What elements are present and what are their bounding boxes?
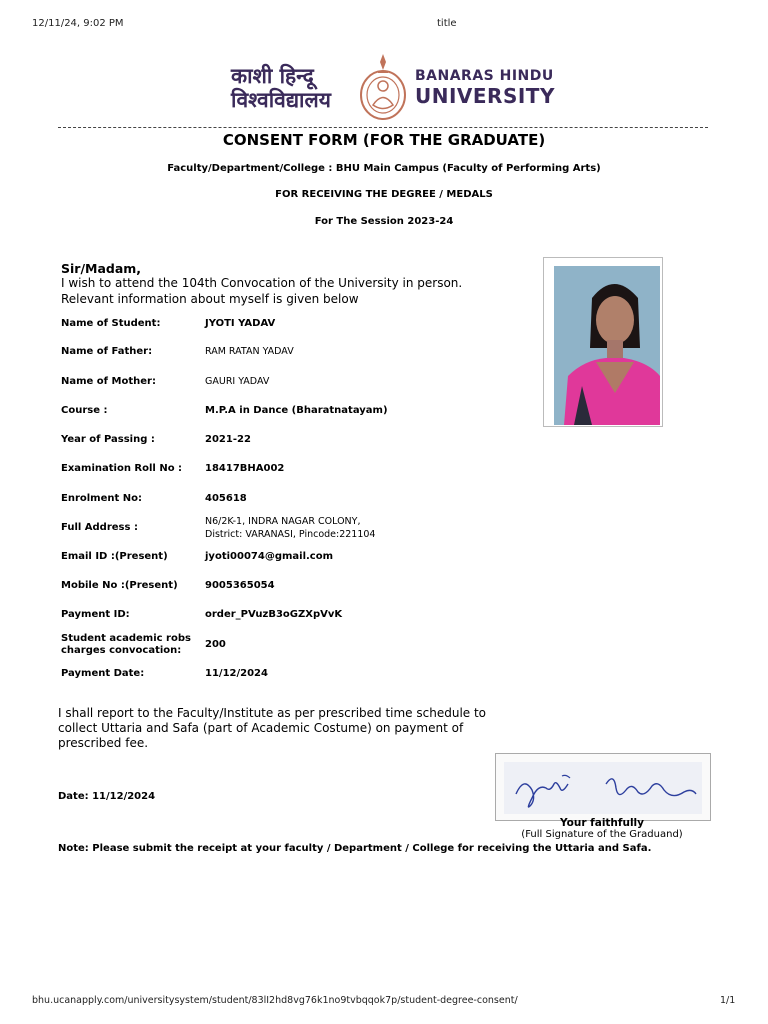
label-payment-id: Payment ID: xyxy=(61,609,130,620)
session-line: For The Session 2023-24 xyxy=(314,216,454,227)
university-emblem-icon xyxy=(358,50,408,122)
student-photo-icon xyxy=(544,258,662,426)
signature-caption: (Full Signature of the Graduand) xyxy=(521,829,683,840)
salutation: Sir/Madam, xyxy=(61,261,142,276)
purpose-line: FOR RECEIVING THE DEGREE / MEDALS xyxy=(275,189,493,200)
logo-english-line1: BANARAS HINDU xyxy=(415,68,554,84)
value-roll: 18417BHA002 xyxy=(205,463,285,474)
label-year: Year of Passing : xyxy=(61,434,155,445)
note: Note: Please submit the receipt at your faculty / Department / College for receiving the Uttaria and Safa. xyxy=(58,843,652,854)
label-address: Full Address : xyxy=(61,522,138,533)
value-course: M.P.A in Dance (Bharatnatayam) xyxy=(205,405,388,416)
label-robs-line1: Student academic robs xyxy=(61,633,191,644)
yours-faithfully: Your faithfully xyxy=(560,817,644,829)
signature-box xyxy=(495,753,711,821)
value-email: jyoti00074@gmail.com xyxy=(205,551,334,562)
label-payment-date: Payment Date: xyxy=(61,668,145,679)
signature-icon xyxy=(496,754,710,820)
footer-page-number: 1/1 xyxy=(720,995,736,1006)
value-payment-id: order_PVuzB3oGZXpVvK xyxy=(205,609,343,620)
university-logo xyxy=(231,64,331,112)
dashed-divider xyxy=(58,127,708,128)
label-enrolment: Enrolment No: xyxy=(61,493,143,504)
value-student-name: JYOTI YADAV xyxy=(205,318,276,329)
student-photo xyxy=(543,257,663,427)
print-datetime: 12/11/24, 9:02 PM xyxy=(32,18,124,29)
value-enrolment: 405618 xyxy=(205,493,247,504)
intro-line-2: Relevant information about myself is given below xyxy=(61,292,359,306)
label-course: Course : xyxy=(61,405,108,416)
logo-hindi-line1: काशी हिन्दू xyxy=(231,63,314,88)
faculty-line: Faculty/Department/College : BHU Main Campus (Faculty of Performing Arts) xyxy=(167,163,601,174)
label-roll: Examination Roll No : xyxy=(61,463,183,474)
logo-hindi-line2: विश्वविद्यालय xyxy=(231,87,331,112)
closing-paragraph: I shall report to the Faculty/Institute as per prescribed time schedule to collect Uttaria and Safa (part of Academic Costume) on payment of prescribed fee. xyxy=(58,706,487,750)
logo-english xyxy=(415,68,555,108)
value-address-line1: N6/2K-1, INDRA NAGAR COLONY, xyxy=(205,516,361,527)
value-mobile: 9005365054 xyxy=(205,580,275,591)
declaration-date: Date: 11/12/2024 xyxy=(58,791,156,802)
intro-line-1: I wish to attend the 104th Convocation of the University in person. xyxy=(61,276,463,290)
value-robs: 200 xyxy=(205,639,226,650)
value-father-name: RAM RATAN YADAV xyxy=(205,346,294,357)
label-email: Email ID :(Present) xyxy=(61,551,168,562)
value-mother-name: GAURI YADAV xyxy=(205,376,270,387)
logo-english-line2: UNIVERSITY xyxy=(415,84,555,108)
label-robs-line2: charges convocation: xyxy=(61,645,182,656)
value-payment-date: 11/12/2024 xyxy=(205,668,268,679)
value-address-line2: District: VARANASI, Pincode:221104 xyxy=(205,529,376,540)
label-student-name: Name of Student: xyxy=(61,318,161,329)
label-father-name: Name of Father: xyxy=(61,346,153,357)
form-title: CONSENT FORM (FOR THE GRADUATE) xyxy=(222,131,546,149)
label-mother-name: Name of Mother: xyxy=(61,376,156,387)
label-mobile: Mobile No :(Present) xyxy=(61,580,178,591)
print-title: title xyxy=(437,18,457,29)
footer-url: bhu.ucanapply.com/universitysystem/student/83lI2hd8vg76k1no9tvbqqok7p/student-degree-consent/ xyxy=(32,995,518,1006)
value-year: 2021-22 xyxy=(205,434,251,445)
